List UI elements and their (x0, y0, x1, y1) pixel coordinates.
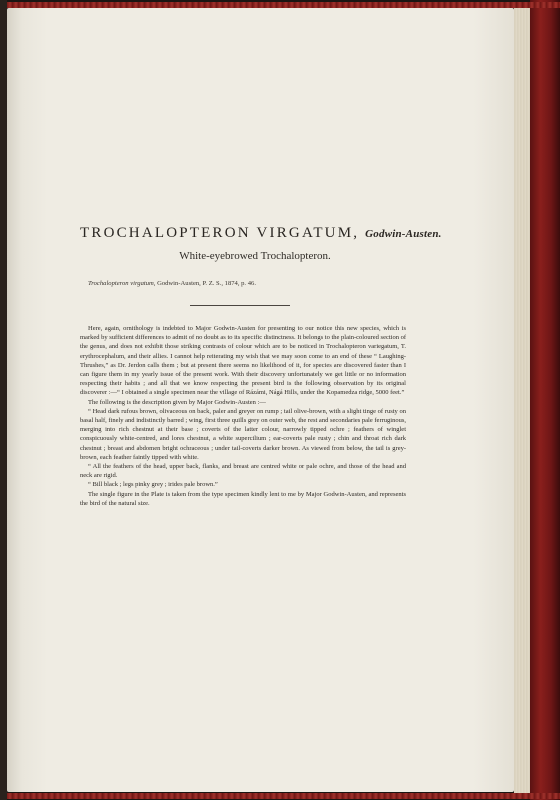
body-text (80, 324, 406, 508)
paragraph-description-intro: The following is the description given by Major Godwin-Austen :— (88, 398, 266, 406)
binding-top-edge (7, 2, 560, 8)
paragraph-feathers: “ All the feathers of the head, upper back, flanks, and breast are centred white or pale ochre, and those of the head and neck are rigid. (80, 463, 406, 480)
divider-rule (190, 305, 290, 306)
citation-ref: Godwin-Austen, P. Z. S., 1874, p. 46. (157, 280, 256, 287)
binding-bottom-edge (7, 793, 560, 799)
paragraph-intro: Here, again, ornithology is indebted to Major Godwin-Austen for presenting to our notice this new species, which is marked by sufficient differences to admit of no doubt as to its specific distinctness. It belongs to the plain-coloured section of the genus, and does not exhibit those striking contrasts of colour which are to be noticed in Trochalopteron variegatum, T. erythrocephalum, and their allies. I cannot help reiterating my wish that we may soon come to an end of these “ Laughing-Thrushes,” as Dr. Jerdon calls them ; but at present there seems no likelihood of it, for species are discovered faster than I can figure them in my yearly issue of the present work. With their discovery unfortunately we get little or no information respecting their habits ; and all that we know respecting the present bird is the following observation by its original discoverer :—“ I obtained a single specimen near the village of Rázámi, Nágá Hills, under the Kopamedza ridge, 5000 feet.” (80, 325, 406, 397)
species-author: Godwin-Austen. (365, 228, 442, 240)
scan-background-left (0, 0, 7, 800)
paragraph-bill: “ Bill black ; legs pinky grey ; irides pale brown.” (88, 481, 218, 489)
page-title (80, 225, 442, 242)
species-name: TROCHALOPTERON VIRGATUM, (80, 225, 360, 241)
common-name: White-eyebrowed Trochalopteron. (179, 250, 331, 262)
citation (88, 280, 418, 287)
citation-name: Trochalopteron virgatum, (88, 280, 156, 287)
paragraph-plate: The single figure in the Plate is taken from the type specimen kindly lent to me by Major Godwin-Austen, and represents the bird of the natural size. (80, 490, 406, 507)
paragraph-description: “ Head dark rufous brown, olivaceous on back, paler and greyer on rump ; tail olive-brown, with a slight tinge of rusty on basal half, finely and indistinctly barred ; wing, first three quills grey on outer web, the rest and secondaries pale ferruginous, merging into rich chestnut at their base ; coverts of the latter colour, narrowly tipped ochre ; feathers of winglet conspicuously white-centred, and lores chestnut, a white supercilium ; ear-coverts pale rusty ; chin and throat rich dark chestnut ; breast and abdomen bright ochraceous ; under tail-coverts darker brown. As viewed from below, the tail is grey-brown, each feather faintly tipped with white. (80, 407, 406, 461)
page-edges (514, 6, 530, 794)
book-binding (530, 0, 560, 800)
